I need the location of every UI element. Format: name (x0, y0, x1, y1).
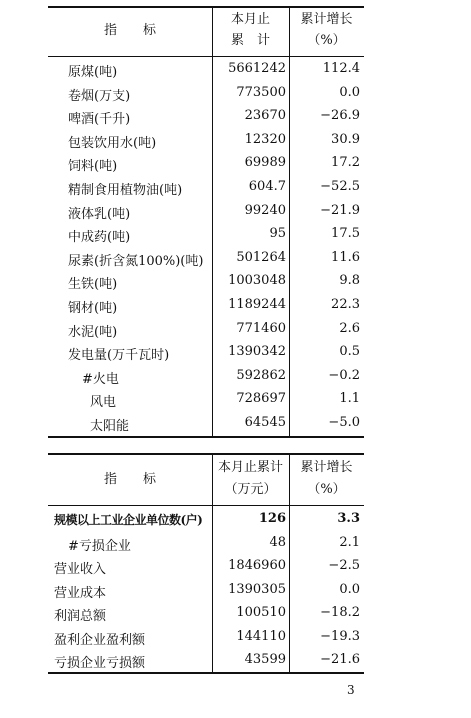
row-growth-value: −19.3 (320, 628, 360, 644)
header-bottom-rule (48, 505, 364, 506)
row-indicator: 太阳能 (90, 419, 130, 434)
header-ytd-line2: 累 计 (230, 33, 270, 48)
table-row (48, 508, 364, 531)
row-growth-value: −21.6 (320, 652, 360, 667)
row-indicator: 包装饮用水(吨) (68, 135, 157, 151)
table-row (48, 532, 364, 555)
header-growth-line2: （%） (307, 33, 346, 48)
header-ytd-line2: （万元） (224, 482, 277, 497)
row-growth-value: 0.0 (339, 581, 360, 597)
table-row (48, 341, 364, 364)
table-row (48, 388, 364, 411)
row-growth-value: −2.5 (328, 558, 360, 573)
header-indicator: 指 标 (103, 23, 156, 38)
table-row (48, 318, 364, 341)
table-bottom-rule (48, 672, 364, 674)
table-row (48, 247, 364, 270)
row-growth-value: 1.1 (339, 391, 360, 407)
row-growth-value: 17.5 (331, 226, 360, 242)
row-indicator: 钢材(吨) (68, 301, 118, 316)
row-indicator: 饲料(吨) (68, 159, 118, 175)
table-row (48, 270, 364, 293)
row-growth-value: 112.4 (322, 61, 360, 76)
row-ytd-value: 1390305 (228, 581, 286, 597)
row-indicator: 发电量(万千瓦时) (68, 348, 170, 364)
row-indicator: 精制食用植物油(吨) (68, 183, 183, 198)
header-indicator: 指 标 (103, 472, 156, 487)
row-indicator: #火电 (82, 371, 119, 387)
page-number: 3 (347, 683, 355, 697)
row-ytd-value: 64545 (244, 415, 286, 430)
row-ytd-value: 144110 (236, 628, 286, 644)
row-growth-value: −18.2 (320, 605, 360, 620)
row-ytd-value: 1390342 (228, 344, 286, 360)
row-indicator: 液体乳(吨) (68, 206, 131, 222)
header-bottom-rule (48, 56, 364, 57)
header-growth-line2: （%） (307, 482, 346, 497)
table-row (48, 200, 364, 223)
table-row (48, 152, 364, 175)
table-row (48, 555, 364, 578)
table-row (48, 412, 364, 435)
row-indicator: 风电 (90, 395, 117, 411)
row-indicator: 盈利企业盈利额 (54, 632, 146, 648)
row-indicator: 生铁(吨) (68, 277, 118, 293)
row-ytd-value: 99240 (244, 202, 286, 218)
row-growth-value: −26.9 (320, 108, 360, 124)
row-ytd-value: 773500 (236, 84, 286, 100)
table-row (48, 626, 364, 649)
table-row (48, 579, 364, 602)
row-growth-value: 30.9 (331, 131, 360, 147)
row-growth-value: 9.8 (339, 273, 360, 289)
row-ytd-value: 5661242 (228, 61, 286, 76)
table-bottom-rule (48, 436, 364, 438)
row-indicator: 啤酒(千升) (68, 112, 131, 128)
row-indicator: 原煤(吨) (68, 65, 118, 80)
header-ytd-line1: 本月止 (230, 12, 270, 27)
row-growth-value: 11.6 (331, 249, 360, 265)
row-indicator: 亏损企业亏损额 (54, 656, 146, 671)
row-growth-value: 0.5 (339, 344, 360, 360)
row-ytd-value: 501264 (236, 249, 286, 265)
table-row (48, 223, 364, 246)
row-ytd-value: 12320 (244, 131, 286, 147)
row-indicator: 尿素(折含氮100%)(吨) (68, 253, 204, 269)
table-row (48, 129, 364, 152)
row-ytd-value: 23670 (244, 108, 286, 124)
row-ytd-value: 69989 (244, 155, 286, 171)
table-row (48, 365, 364, 388)
row-indicator: 营业收入 (54, 562, 107, 577)
row-growth-value: 3.3 (337, 511, 360, 526)
row-ytd-value: 48 (269, 534, 286, 550)
row-ytd-value: 604.7 (248, 179, 286, 194)
row-ytd-value: 728697 (236, 391, 286, 407)
row-growth-value: −52.5 (320, 179, 360, 194)
row-ytd-value: 1003048 (228, 273, 286, 289)
row-indicator: 利润总额 (54, 609, 107, 624)
row-growth-value: 2.6 (339, 320, 360, 336)
table-row (48, 649, 364, 672)
table-top-rule (48, 453, 364, 455)
row-ytd-value: 100510 (236, 605, 286, 620)
row-growth-value: 0.0 (339, 84, 360, 100)
table-row (48, 602, 364, 625)
table-row (48, 294, 364, 317)
row-ytd-value: 771460 (236, 320, 286, 336)
table-row (48, 176, 364, 199)
row-growth-value: 17.2 (331, 155, 360, 171)
row-growth-value: −21.9 (320, 202, 360, 218)
table-row (48, 105, 364, 128)
table-row (48, 58, 364, 81)
row-growth-value: 22.3 (331, 297, 360, 312)
row-indicator: 水泥(吨) (68, 324, 118, 340)
row-growth-value: −0.2 (328, 367, 360, 383)
row-growth-value: −5.0 (328, 415, 360, 430)
row-ytd-value: 43599 (244, 652, 286, 667)
header-growth-line1: 累计增长 (300, 460, 353, 475)
row-ytd-value: 126 (258, 511, 286, 526)
row-indicator: #亏损企业 (68, 538, 131, 554)
row-indicator: 中成药(吨) (68, 230, 131, 246)
row-indicator: 卷烟(万支) (68, 88, 131, 104)
row-indicator: 规模以上工业企业单位数(户) (54, 513, 203, 527)
row-ytd-value: 1189244 (228, 297, 286, 312)
row-indicator: 营业成本 (54, 585, 107, 601)
table-row (48, 82, 364, 105)
header-ytd-line1: 本月止累计 (217, 460, 283, 475)
row-ytd-value: 1846960 (228, 558, 286, 573)
row-growth-value: 2.1 (339, 534, 360, 550)
row-ytd-value: 592862 (236, 367, 286, 383)
table-top-rule (48, 6, 364, 8)
row-ytd-value: 95 (269, 226, 286, 242)
header-growth-line1: 累计增长 (300, 12, 353, 27)
